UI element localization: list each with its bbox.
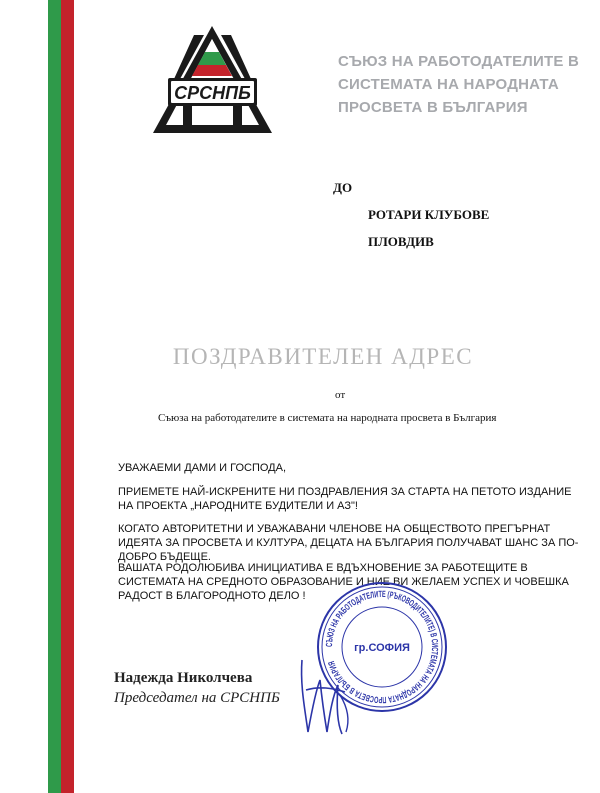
stamp-ring-text: СЪЮЗ НА РАБОТОДАТЕЛИТЕ (РЪКОВОДИТЕЛИТЕ) В СИСТЕМАТА НА НАРОДНАТА ПРОСВЕТА В БЪЛГАРИЯ xyxy=(323,588,441,706)
flag-stripe-green xyxy=(48,0,61,793)
from-label: от xyxy=(335,389,346,401)
paragraph-2: КОГАТО АВТОРИТЕТНИ И УВАЖАВАНИ ЧЛЕНОВЕ НА ОБЩЕСТВОТО ПРЕГЪРНАТ ИДЕЯТА ЗА ПРОСВЕТА И КУЛТУРА, ДЕЦАТА НА БЪЛГАРИЯ ПОЛУЧАВАТ ШАНС ЗА ПО-ДОБРО БЪДЕЩЕ. xyxy=(118,523,579,563)
paragraph-1: ПРИЕМЕТЕ НАЙ-ИСКРЕНИТЕ НИ ПОЗДРАВЛЕНИЯ ЗА СТАРТА НА ПЕТОТО ИЗДАНИЕ НА ПРОЕКТА „НАРОДНИТЕ БУДИТЕЛИ И АЗ"! xyxy=(118,486,572,512)
letter-title: ПОЗДРАВИТЕЛЕН АДРЕС xyxy=(172,344,474,369)
flag-stripe-red xyxy=(61,0,74,793)
recipient-city: ПЛОВДИВ xyxy=(368,234,434,249)
org-title: СЪЮЗ НА РАБОТОДАТЕЛИТЕ В СИСТЕМАТА НА НАРОДНАТА ПРОСВЕТА В БЪЛГАРИЯ xyxy=(338,53,579,116)
signatory-name: Надежда Николчева xyxy=(114,670,253,686)
signatory-title: Председател на СРСНПБ xyxy=(114,690,280,706)
recipient-name: РОТАРИ КЛУБОВЕ xyxy=(368,207,490,222)
greeting: УВАЖАЕМИ ДАМИ И ГОСПОДА, xyxy=(118,462,287,474)
from-organization: Съюза на работодателите в системата на народната просвета в България xyxy=(158,412,497,424)
logo-text: СРСНПБ xyxy=(174,83,251,103)
stamp-center-text: гр.СОФИЯ xyxy=(354,642,410,654)
to-label: ДО xyxy=(333,180,353,195)
org-logo xyxy=(150,22,275,137)
paragraph-3: ВАШАТА РОДОЛЮБИВА ИНИЦИАТИВА Е ВДЪХНОВЕНИЕ ЗА РАБОТЕЩИТЕ В СИСТЕМАТА НА СРЕДНОТО ОБРАЗОВАНИЕ И НИЕ ВИ ЖЕЛАЕМ УСПЕХ И ЧОВЕШКА РАДОСТ В БЛАГОРОДНОТО ДЕЛО ! xyxy=(118,562,569,602)
